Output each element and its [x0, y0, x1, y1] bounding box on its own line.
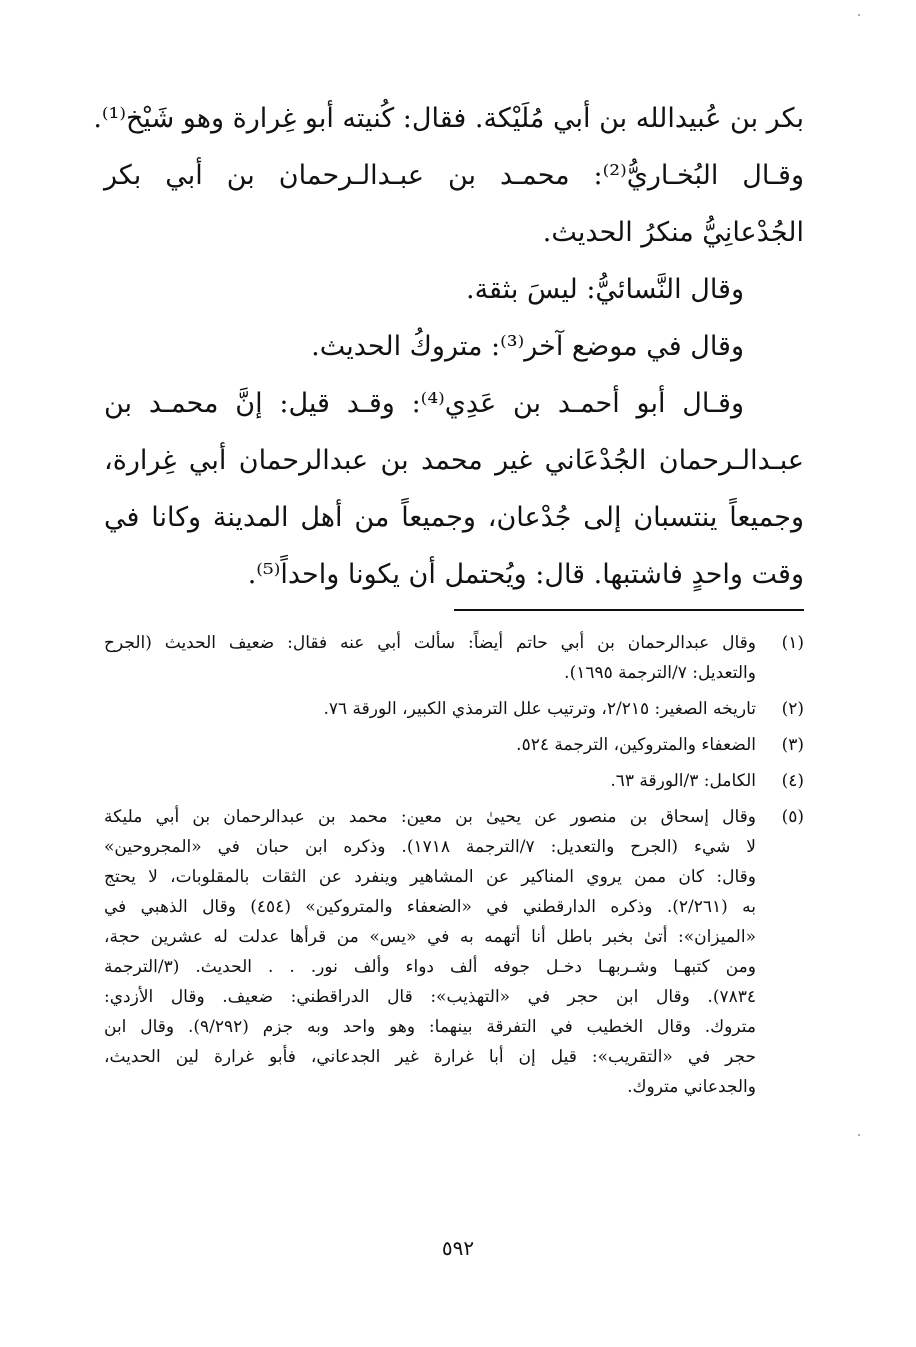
footnote-body — [104, 694, 756, 724]
footnote-body — [104, 766, 756, 796]
footnote-5 — [104, 802, 804, 1102]
scan-speck — [858, 1134, 860, 1136]
footnote-line: حجر في «التقريب»: قيل إن أبا غرارة غير الجدعاني، فأبو غرارة لين الحديث، — [104, 1047, 756, 1067]
footnote-line: وقال عبدالرحمان بن أبي حاتم أيضاً: سألت أبي عنه فقال: ضعيف الحديث (الجرح — [104, 633, 756, 653]
footnote-separator — [454, 609, 804, 611]
footnote-line: والجدعاني متروك. — [627, 1077, 756, 1097]
main-text-line: وقـال البُخـاريُّ⁽²⁾: محمـد بن عبـدالـرحمان بن أبي بكر — [104, 160, 804, 191]
main-text-line: وجميعاً ينتسبان إلى جُدْعان، وجميعاً من أهل المدينة وكانا في — [104, 502, 804, 533]
footnote-body — [104, 802, 756, 1102]
footnote-number: (٤) — [781, 771, 804, 791]
main-text-line: وقال في موضع آخر⁽³⁾: متروكُ الحديث. — [311, 331, 744, 362]
footnote-number: (١) — [781, 633, 804, 653]
footnote-4 — [104, 766, 804, 796]
footnote-line: متروك. وقال الخطيب في التفرقة بينهما: وهو واحد وبه جزم (٩/٢٩٢). وقال ابن — [104, 1017, 757, 1037]
footnote-line: الكامل: ٣/الورقة ٦٣. — [610, 771, 756, 791]
footnote-1 — [104, 628, 804, 688]
footnote-line: وقال إسحاق بن منصور عن يحيىٰ بن معين: محمد بن عبدالرحمان بن أبي مليكة — [104, 807, 756, 827]
main-text-line: بكر بن عُبيدالله بن أبي مُلَيْكة. فقال: كُنيته أبو غِرارة وهو شَيْخ⁽¹⁾. — [93, 103, 804, 134]
footnote-line: ومن كتبهـا وشـربهـا دخـل جوفه ألف دواء وألف نور. . . الحديث. (٣/الترجمة — [104, 957, 756, 977]
footnote-line: ٧٨٣٤). وقال ابن حجر في «التهذيب»: قال الدراقطني: ضعيف. وقال الأزدي: — [104, 987, 756, 1007]
footnote-3 — [104, 730, 804, 760]
main-text — [93, 90, 804, 603]
scan-speck — [858, 14, 860, 16]
footnotes — [104, 628, 804, 1108]
footnote-line: «الميزان»: أتىٰ بخبر باطل أنا أتهمه به في «يس» من قرأها عدلت له عشرين حجة، — [104, 927, 756, 947]
footnote-number: (٥) — [781, 807, 804, 827]
footnote-2 — [104, 694, 804, 724]
footnote-number: (٢) — [781, 699, 804, 719]
main-text-line: وقال النَّسائيُّ: ليسَ بثقة. — [465, 274, 744, 305]
footnote-line: تاريخه الصغير: ٢/٢١٥، وترتيب علل الترمذي الكبير، الورقة ٧٦. — [323, 699, 756, 719]
main-text-line: وقت واحدٍ فاشتبها. قال: ويُحتمل أن يكونا واحداً⁽⁵⁾. — [247, 559, 804, 590]
footnote-body — [104, 628, 756, 688]
footnote-body — [104, 730, 756, 760]
footnote-line: لا شيء (الجرح والتعديل: ٧/الترجمة ١٧١٨). وذكره ابن حبان في «المجروحين» — [104, 837, 756, 857]
page-number: ٥٩٢ — [441, 1236, 475, 1260]
footnote-line: والتعديل: ٧/الترجمة ١٦٩٥). — [564, 663, 756, 683]
main-text-line: الجُدْعانِيُّ منكرُ الحديث. — [542, 217, 804, 248]
footnote-line: به (٢/٢٦١). وذكره الدارقطني في «الضعفاء والمتروكين» (٤٥٤) وقال الذهبي في — [104, 897, 756, 917]
main-text-line: وقـال أبو أحمـد بن عَدِي⁽⁴⁾: وقـد قيل: إنَّ محمـد بن — [104, 388, 745, 419]
footnote-line: وقال: كان ممن يروي المناكير عن المشاهير وينفرد عن الثقات بالمقلوبات، لا يحتج — [104, 867, 756, 887]
main-text-line: عبـدالـرحمان الجُدْعَاني غير محمد بن عبدالرحمان أبي غِرارة، — [104, 445, 804, 476]
footnote-line: الضعفاء والمتروكين، الترجمة ٥٢٤. — [516, 735, 756, 755]
footnote-number: (٣) — [781, 735, 804, 755]
